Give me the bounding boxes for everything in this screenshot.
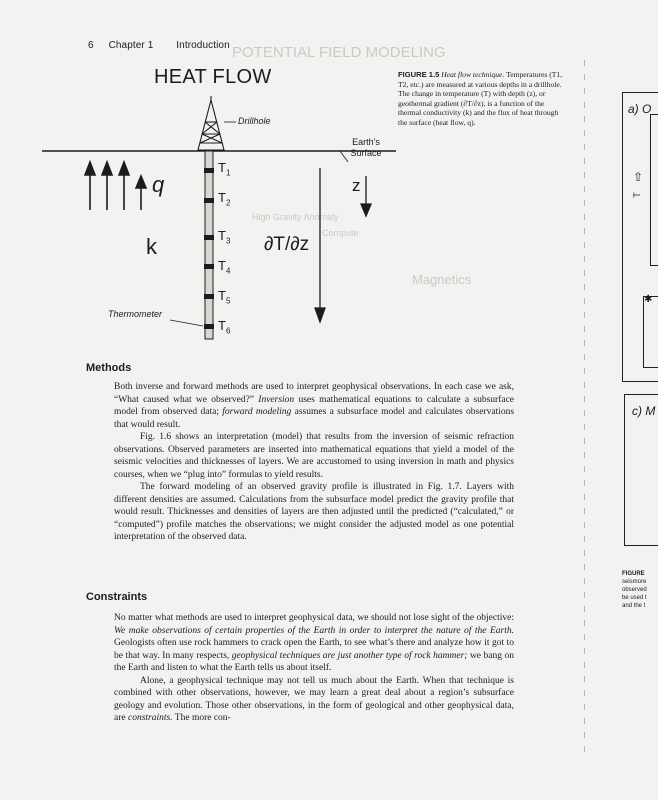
caption-label: FIGURE 1.5 — [398, 70, 440, 79]
caption-title: Heat flow technique. — [441, 70, 505, 79]
constraints-heading: Constraints — [86, 591, 148, 603]
temperature-t5: $T_5$ — [218, 288, 231, 306]
neighbor-panel-a-inner-2 — [643, 296, 658, 368]
neighbor-panel-c-label: c) M — [632, 404, 656, 418]
constraints-paragraph-2: Alone, a geophysical technique may not tell us much about the Earth. When that technique is combined with other observations, however, we may learn a great deal about a region’s subsurface geology and evolution. Those other observations, in the form of geological and other geophysical data, are constraints. The more con- — [114, 675, 514, 723]
depth-arrow — [361, 176, 371, 216]
constraints-paragraph-1: No matter what methods are used to interpret geophysical data, we should not lose sight of the objective: We make observations of certain properties of the Earth in order to interpret the nature of the Earth. Geologists often use rock hammers to crack open the Earth, to see what’s there and analyze how it got to be that way. In many respects, geophysical techniques are just another type of rock hammer; we bang on the Earth and listen to what the Earth tells us about itself. — [114, 613, 514, 673]
neighbor-marker: ✱ — [644, 294, 653, 305]
heat-flow-arrows — [85, 162, 146, 210]
temperature-t1: $T_1$ — [218, 160, 231, 178]
section-label: Introduction — [176, 40, 230, 51]
temperature-t4: $T_4$ — [218, 258, 231, 276]
ghost-title: POTENTIAL FIELD MODELING — [232, 44, 446, 61]
neighbor-panel-a-inner — [650, 114, 658, 266]
ghost-label-gravity: High Gravity Anomaly — [252, 212, 339, 222]
figure-title: HEAT FLOW — [154, 66, 272, 88]
drillhole — [205, 151, 213, 339]
conductivity-k-label: k — [146, 234, 157, 259]
neighbor-panel-a-label: a) O — [628, 102, 652, 116]
methods-body — [114, 381, 514, 544]
ghost-label-compute: Compute — [322, 228, 359, 238]
depth-z-label: z — [352, 176, 361, 195]
caption-body: Temperatures (T1, T2, etc.) are measured at various depths in a drillhole. The change in temperature (T) with depth (z), or geothermal gradient (∂T/∂z), is a function of the thermal conductivity (k) and the flux of heat through the surface (heat flow, q). — [398, 70, 563, 127]
methods-paragraph-3: The forward modeling of an observed gravity profile is illustrated in Fig. 1.7. Layers with different densities are assumed. Calculations from the subsurface model predict the gravity profile that would result. Thicknesses and densities of layers are then adjusted until the predicted (“calculated,” or “computed”) profile matches the observations; we might consider the adjusted model as one potential interpretation of the observed data. — [114, 482, 514, 542]
temperature-t6: $T_6$ — [218, 318, 231, 336]
drill-derrick — [198, 96, 224, 150]
temperature-t3: $T_3$ — [218, 228, 231, 246]
thermometer-label: Thermometer — [108, 309, 163, 319]
page-gutter-shadow — [584, 60, 585, 760]
neighbor-caption: FIGURE seismore observed be used t and the t — [622, 571, 647, 609]
gradient-arrow — [315, 168, 325, 322]
drillhole-label: Drillhole — [238, 116, 271, 126]
gradient-label: ∂T/∂z — [264, 234, 310, 255]
earth-surface-label: Earth's Surface — [350, 137, 382, 158]
neighbor-axis-label: T — [631, 192, 642, 198]
page-number: 6 — [88, 40, 94, 51]
neighbor-up-arrow: ⇧ — [633, 170, 644, 184]
methods-heading: Methods — [86, 362, 132, 374]
temperature-t2: $T_2$ — [218, 190, 231, 208]
methods-paragraph-2: Fig. 1.6 shows an interpretation (model) that results from the inversion of seismic refraction observations. Observed parameters are inserted into mathematical equations that yield a model of the seismic velocities and thicknesses of layers. We are accustomed to using inversion in math and physics courses, when we “plug into” formulas to yield results. — [114, 432, 514, 480]
heat-flow-q-label: q — [152, 172, 165, 197]
ghost-label-magnetics: Magnetics — [412, 272, 472, 287]
constraints-body — [114, 612, 514, 725]
methods-paragraph-1: Both inverse and forward methods are used to interpret geophysical observations. In each case we ask, “What caused what we observed?” Inversion uses mathematical equations to calculate a subsurface model from observed data; forward modeling assumes a subsurface model and calculates observations that would result. — [114, 382, 515, 430]
chapter-label: Chapter 1 — [108, 40, 154, 51]
